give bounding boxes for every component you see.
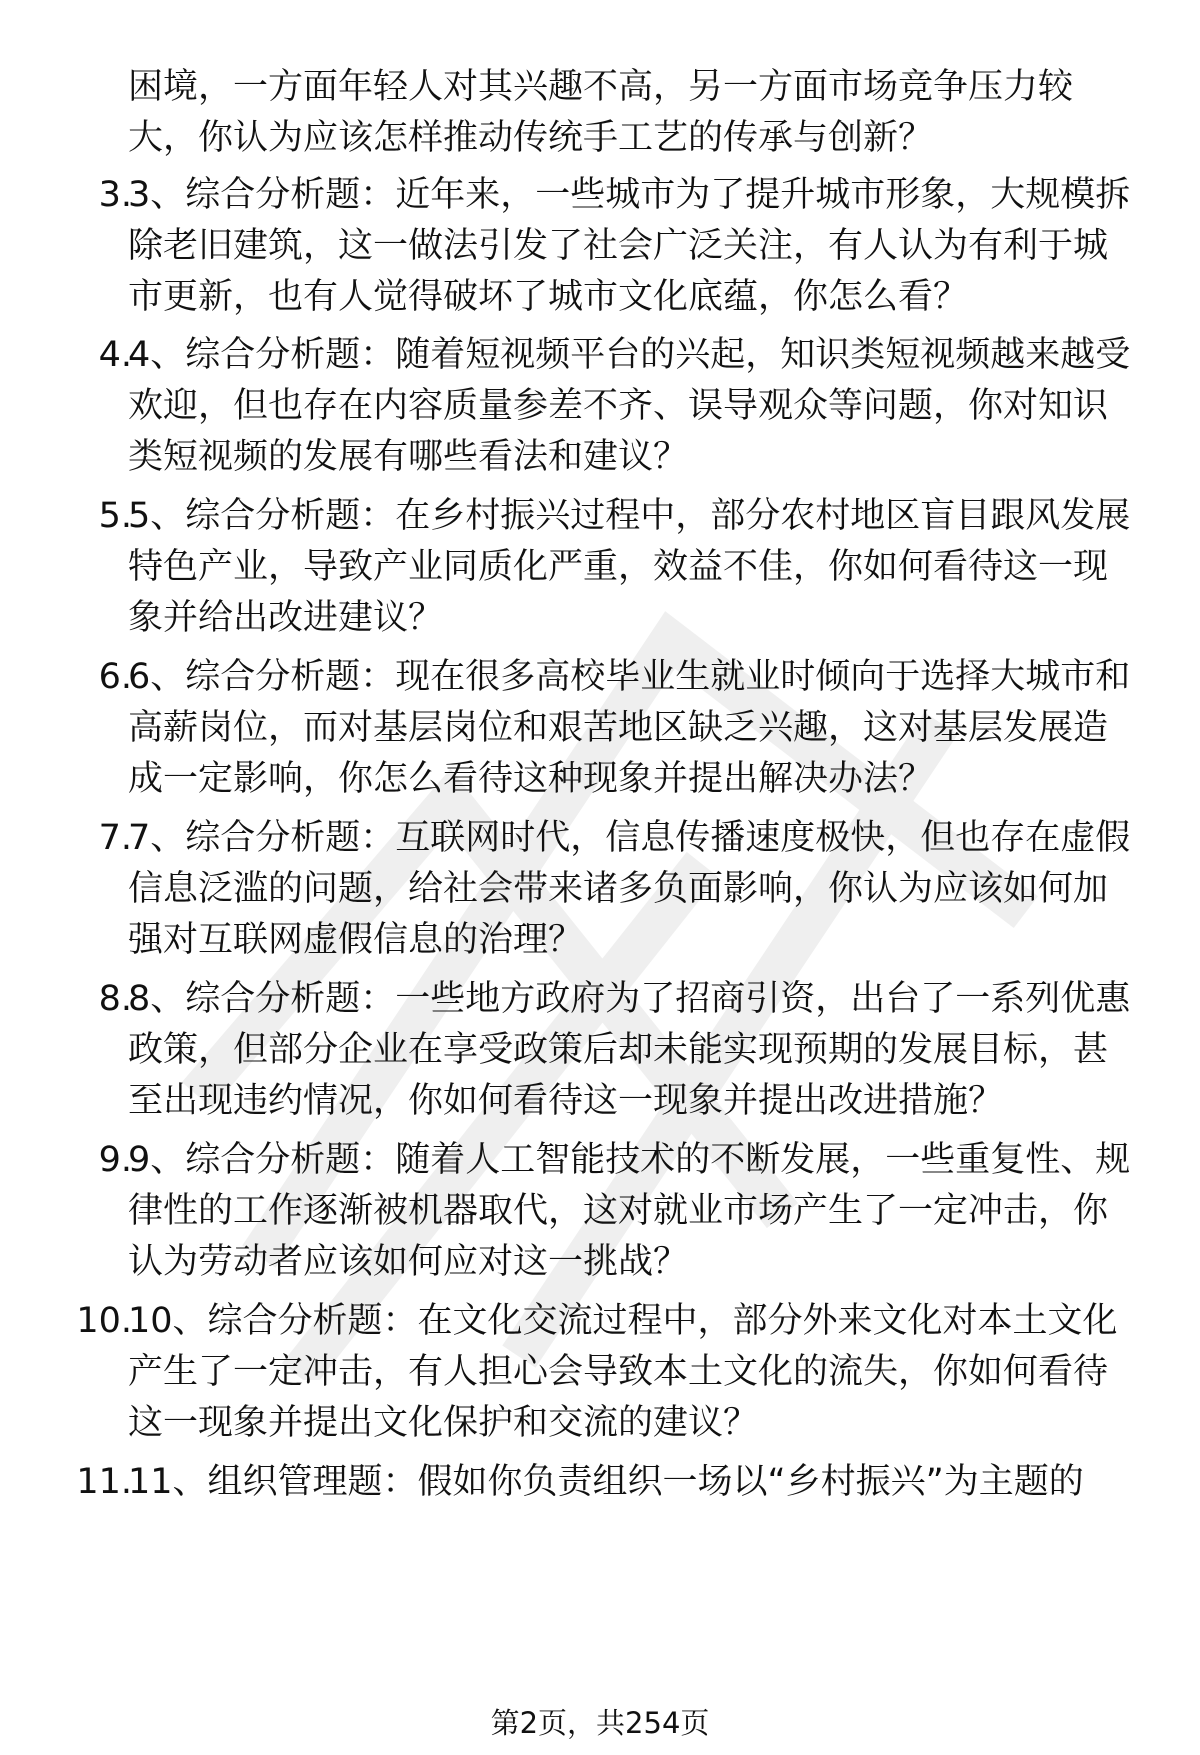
question-number: 8. — [98, 979, 132, 1019]
question-text — [128, 491, 1163, 644]
question-line: 3、综合分析题：近年来，一些城市为了提升城市形象，大规模拆 — [128, 175, 1131, 215]
question-text — [128, 813, 1163, 966]
question-number: 9. — [98, 1140, 132, 1180]
question-text — [128, 170, 1163, 323]
question-number: 6. — [98, 657, 132, 697]
question-line: 类短视频的发展有哪些看法和建议？ — [128, 437, 689, 477]
question-text — [128, 974, 1163, 1127]
question-text — [128, 1296, 1163, 1449]
question-line: 成一定影响，你怎么看待这种现象并提出解决办法？ — [128, 759, 934, 799]
question-line: 除老旧建筑，这一做法引发了社会广泛关注，有人认为有利于城 — [128, 226, 1109, 266]
question-line: 象并给出改进建议？ — [128, 598, 444, 638]
question-line: 认为劳动者应该如何应对这一挑战？ — [128, 1242, 689, 1282]
question-line: 欢迎，但也存在内容质量参差不齐、误导观众等问题，你对知识 — [128, 386, 1109, 426]
question-number: 4. — [98, 335, 132, 375]
question-line: 市更新，也有人觉得破坏了城市文化底蕴，你怎么看？ — [128, 277, 969, 317]
question-text — [128, 1135, 1163, 1288]
question-line: 信息泛滥的问题，给社会带来诸多负面影响，你认为应该如何加 — [128, 869, 1109, 909]
intro-line: 大，你认为应该怎样推动传统手工艺的传承与创新？ — [128, 118, 934, 158]
question-line: 10、综合分析题：在文化交流过程中，部分外来文化对本土文化 — [128, 1301, 1118, 1341]
question-number: 3. — [98, 175, 132, 215]
question-line: 律性的工作逐渐被机器取代，这对就业市场产生了一定冲击，你 — [128, 1191, 1109, 1231]
question-line: 8、综合分析题：一些地方政府为了招商引资，出台了一系列优惠 — [128, 979, 1131, 1019]
question-number: 7. — [98, 818, 132, 858]
question-line: 特色产业，导致产业同质化严重，效益不佳，你如何看待这一现 — [128, 547, 1109, 587]
question-number: 5. — [98, 496, 132, 536]
question-line: 9、综合分析题：随着人工智能技术的不断发展，一些重复性、规 — [128, 1140, 1131, 1180]
question-number: 11. — [76, 1462, 132, 1502]
question-line: 4、综合分析题：随着短视频平台的兴起，知识类短视频越来越受 — [128, 335, 1131, 375]
question-number: 10. — [76, 1301, 132, 1341]
question-line: 政策，但部分企业在享受政策后却未能实现预期的发展目标，甚 — [128, 1030, 1109, 1070]
question-line: 这一现象并提出文化保护和交流的建议？ — [128, 1403, 759, 1443]
page-footer: 第2页，共254页 — [490, 1706, 710, 1740]
question-text — [128, 652, 1163, 805]
question-text — [128, 1457, 1163, 1508]
question-line: 强对互联网虚假信息的治理？ — [128, 920, 584, 960]
question-line: 至出现违约情况，你如何看待这一现象并提出改进措施？ — [128, 1081, 1004, 1121]
question-text — [128, 330, 1163, 483]
question-line: 5、综合分析题：在乡村振兴过程中，部分农村地区盲目跟风发展 — [128, 496, 1131, 536]
question-line: 产生了一定冲击，有人担心会导致本土文化的流失，你如何看待 — [128, 1352, 1109, 1392]
question-line: 高薪岗位，而对基层岗位和艰苦地区缺乏兴趣，这对基层发展造 — [128, 708, 1109, 748]
question-line: 6、综合分析题：现在很多高校毕业生就业时倾向于选择大城市和 — [128, 657, 1131, 697]
intro-line: 困境，一方面年轻人对其兴趣不高，另一方面市场竞争压力较 — [128, 67, 1074, 107]
question-line: 11、组织管理题：假如你负责组织一场以“乡村振兴”为主题的 — [128, 1462, 1084, 1502]
intro-continuation — [128, 62, 1148, 164]
question-line: 7、综合分析题：互联网时代，信息传播速度极快，但也存在虚假 — [128, 818, 1131, 858]
